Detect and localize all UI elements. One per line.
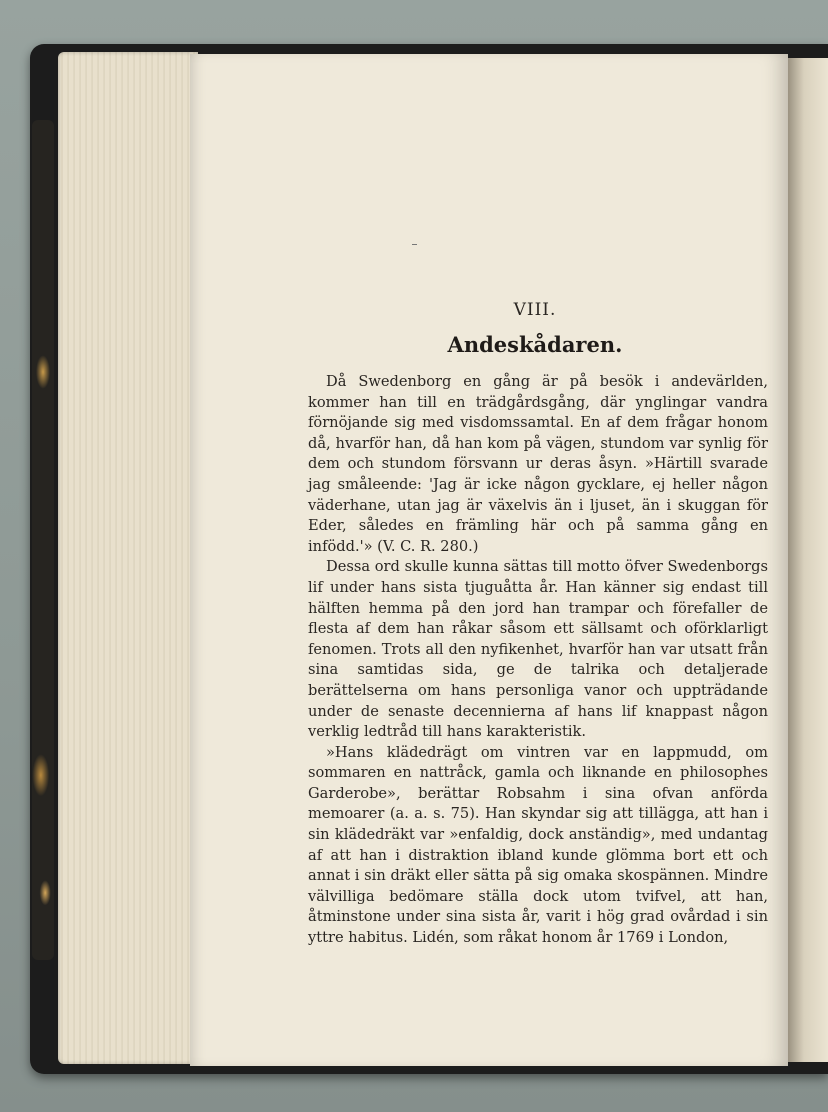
page-gutter bbox=[788, 58, 828, 1062]
chapter-number: VIII. bbox=[513, 300, 557, 320]
chapter-title: Andeskådaren. bbox=[447, 332, 623, 357]
marbled-binding bbox=[32, 120, 54, 960]
paragraph-3: »Hans klädedrägt om vintren var en lappmudd, om sommaren en nattråck, gamla och liknande en philosophes Garderobe», berättar Robsahm i sina ofvan anförda memoarer (a. a. s. 75). Han skyndar sig att tillägga, att han i sin klädedräkt var »enfaldig, dock anständig», med undantag af att han i distraktion ibland kunde glömma bort ett och annat i sin dräkt eller sätta på sig omaka skospännen. Mindre välvilliga bedömare ställa dock utom tvifvel, att han, åtminstone under sina sista år, varit i hög grad ovårdad i sin yttre habitus. Lidén, som råkat honom år 1769 i London, bbox=[308, 743, 768, 947]
paper-fleck bbox=[412, 244, 417, 245]
body-text bbox=[308, 372, 768, 949]
paragraph-1: Då Swedenborg en gång är på besök i andevärlden, kommer han till en trädgårdsgång, där ynglingar vandra förnöjande sig med visdomssamtal. En af dem frågar honom då, hvarför han, då han kom på vägen, stundom var synlig för dem och stundom försvann ur deras åsyn. »Härtill svarade jag småleende: 'Jag är icke någon gycklare, ej heller någon väderhane, utan jag är växelvis än i ljuset, än i skuggan för Eder, således en främling här och på samma gång en infödd.'» (V. C. R. 280.) bbox=[308, 373, 768, 555]
page-edges bbox=[58, 52, 198, 1064]
paragraph-2: Dessa ord skulle kunna sättas till motto öfver Swedenborgs lif under hans sista tjuguåtta år. Han känner sig endast till hälften hemma på den jord han trampar och förefaller de flesta af dem han råkar såsom ett sällsamt och oförklarligt fenomen. Trots all den nyfikenhet, hvarför han var utsatt från sina samtidas sida, ge de talrika och detaljerade berättelserna om hans personliga vanor och uppträdande under de senaste decennierna af hans lif knappast någon verklig ledtråd till hans karakteristik. bbox=[308, 558, 768, 741]
